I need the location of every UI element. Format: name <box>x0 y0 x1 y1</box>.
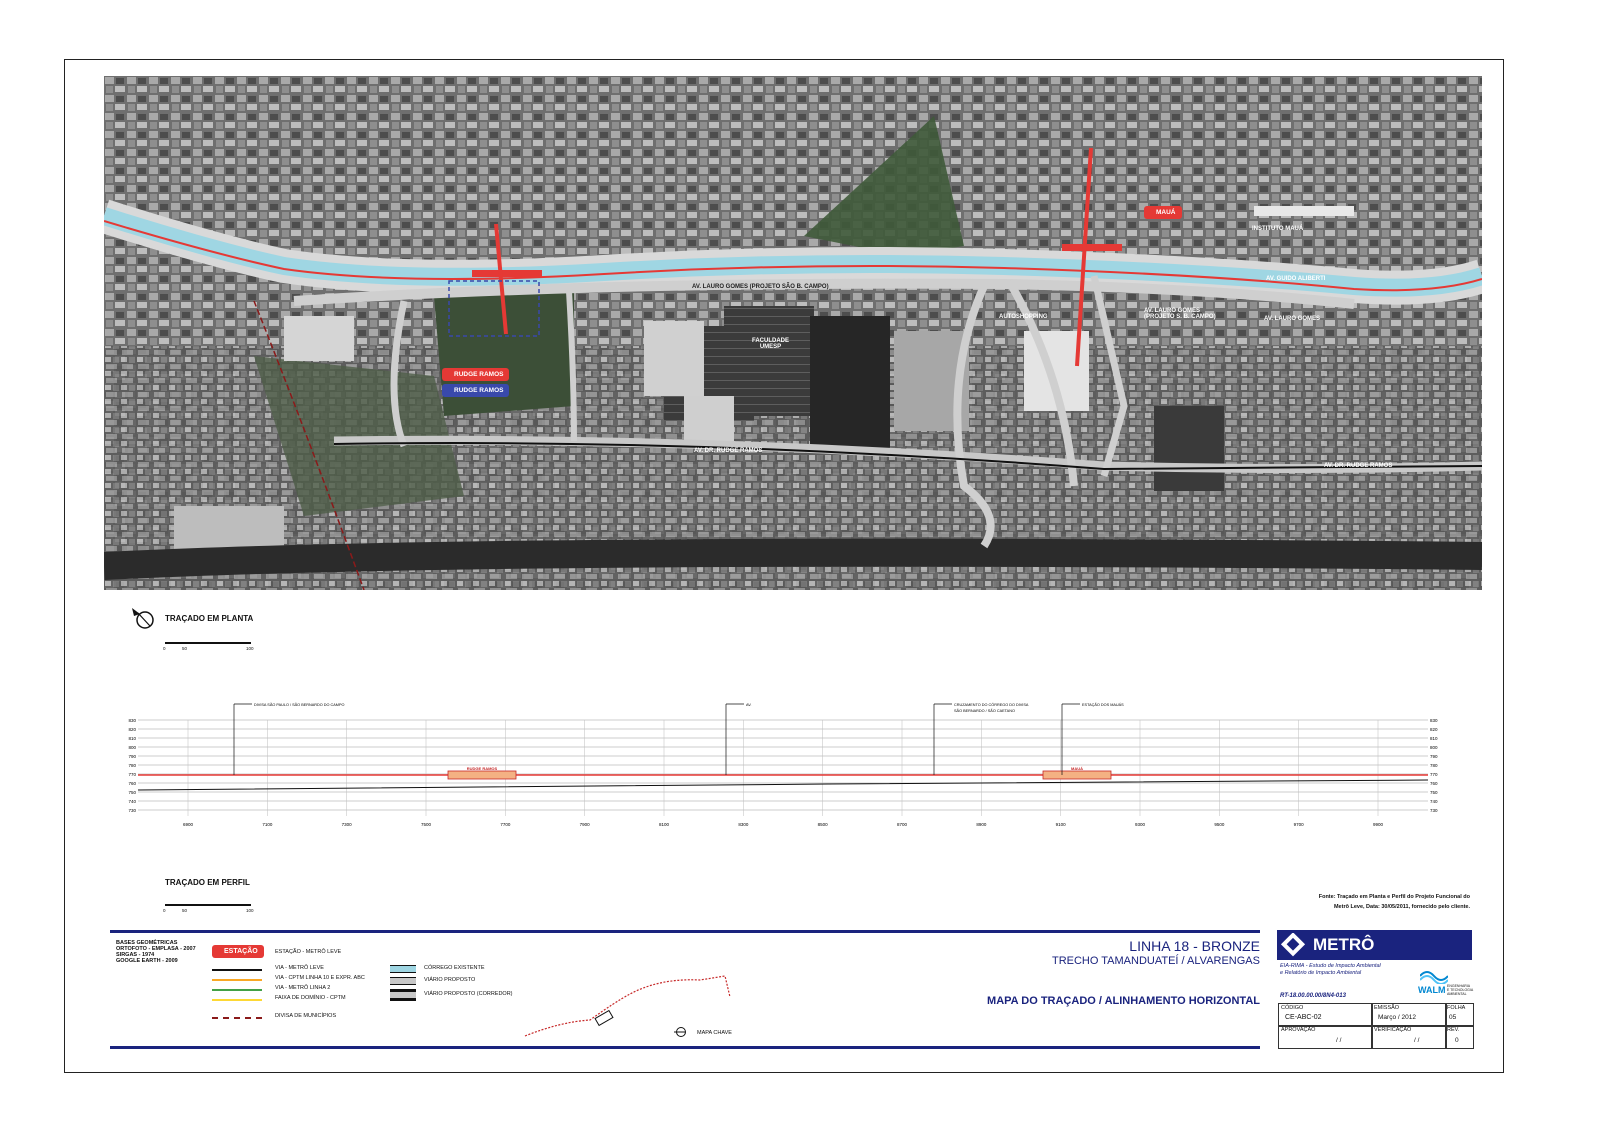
profile-y-tick-label: 760 <box>128 781 136 786</box>
title-block-rule-bottom <box>110 1046 1260 1049</box>
profile-x-tick-label: 7100 <box>262 822 273 827</box>
plan-scale-bar <box>165 642 251 644</box>
profile-y-tick-label: 750 <box>1430 790 1438 795</box>
profile-y-tick-label: 770 <box>128 772 136 777</box>
legend-swatch-metro <box>212 969 262 971</box>
profile-y-tick-label: 750 <box>128 790 136 795</box>
profile-y-tick-label: 790 <box>128 754 136 759</box>
station-platform-maua <box>1062 244 1122 251</box>
profile-x-tick-label: 8500 <box>817 822 828 827</box>
metro-logo-icon <box>1281 933 1305 957</box>
legend-swatch-faixa <box>212 999 262 1001</box>
profile-y-tick-label: 730 <box>1430 808 1438 813</box>
profile-y-tick-label: 810 <box>128 736 136 741</box>
profile-x-tick-label: 8900 <box>976 822 987 827</box>
bases-line-1: ORTOFOTO - EMPLASA - 2007 <box>116 946 196 952</box>
profile-x-tick-label: 7500 <box>420 822 432 827</box>
building-label-autoshopping: AUTOSHOPPING <box>999 314 1048 320</box>
legend-swatch-divisa <box>212 1017 262 1019</box>
profile-y-tick-label: 780 <box>128 763 136 768</box>
profile-y-tick-label: 790 <box>1430 754 1438 759</box>
bases-block <box>116 940 196 964</box>
walm-subtitle: ENGENHARIA E TECNOLOGIA AMBIENTAL <box>1447 984 1474 996</box>
source-note: Fonte: Traçado em Planta e Perfil do Projeto Funcional do Metrô Leve, Data: 30/05/2011, fornecido pelo cliente. <box>1318 894 1470 910</box>
profile-scale-tick-100: 100 <box>246 908 254 913</box>
profile-x-tick-label: 9900 <box>1372 822 1384 827</box>
profile-y-tick-label: 800 <box>128 745 136 750</box>
street-label-rudge-ramos-1: AV. DR. RUDGE RAMOS <box>694 448 763 454</box>
aprovacao-label: APROVAÇÃO <box>1281 1027 1316 1033</box>
aerial-map[interactable] <box>104 76 1482 590</box>
codigo-label: CÓDIGO <box>1281 1005 1304 1011</box>
profile-x-tick-label: 9100 <box>1055 822 1066 827</box>
profile-canvas <box>128 698 1468 838</box>
profile-annotation-label: AV. <box>746 703 752 707</box>
verificacao-value: / / <box>1414 1037 1420 1044</box>
plan-scale-tick-100: 100 <box>246 646 254 651</box>
profile-x-tick-label: 8300 <box>738 822 749 827</box>
profile-y-tick-label: 820 <box>128 727 136 732</box>
legend-swatch-cptm <box>212 979 262 981</box>
profile-x-tick-label: 7900 <box>579 822 590 827</box>
verificacao-label: VERIFICAÇÃO <box>1374 1027 1412 1033</box>
aprovacao-value: / / <box>1336 1037 1342 1044</box>
legend-swatch-viario <box>390 977 416 985</box>
aerial-map-canvas <box>104 76 1482 590</box>
profile-annotation-label: SÃO BERNARDO / SÃO CAETANO <box>954 709 1015 713</box>
plan-scale-tick-0: 0 <box>163 646 166 651</box>
legend-item-corredor: VIÁRIO PROPOSTO (CORREDOR) <box>424 991 513 997</box>
emissao-label: EMISSÃO <box>1374 1005 1400 1011</box>
folha-label: FOLHA <box>1447 1005 1466 1011</box>
legend-swatch-linha2 <box>212 989 262 991</box>
profile-y-tick-label: 820 <box>1430 727 1438 732</box>
profile-x-tick-label: 7700 <box>500 822 511 827</box>
rev-label: REV. <box>1447 1027 1460 1033</box>
plan-title: TRAÇADO EM PLANTA <box>165 614 254 623</box>
profile-x-tick-label: 6900 <box>182 822 194 827</box>
profile-y-tick-label: 770 <box>1430 772 1438 777</box>
profile-y-tick-label: 730 <box>128 808 136 813</box>
legend-item-divisa: DIVISA DE MUNICÍPIOS <box>275 1013 337 1019</box>
street-label-lauro-gomes-projeto-2: AV. LAURO GOMES (PROJETO S. B. CAMPO) <box>1144 308 1216 320</box>
profile-title: TRAÇADO EM PERFIL <box>165 878 250 887</box>
profile-scale-tick-50: 50 <box>182 908 188 913</box>
legend-item-linha2: VIA - METRÔ LINHA 2 <box>275 985 331 991</box>
north-arrow-icon <box>128 606 158 632</box>
building-label-faculdade: FACULDADE UMESP <box>752 338 789 350</box>
bases-line-3: GOOGLE EARTH - 2009 <box>116 958 178 964</box>
profile-y-tick-label: 830 <box>1430 718 1438 723</box>
doc-number: RT-18.00.00.00/8N4-013 <box>1280 993 1346 999</box>
profile-x-tick-label: 8700 <box>896 822 908 827</box>
profile-y-tick-label: 780 <box>1430 763 1438 768</box>
title-block-rule-top <box>110 930 1260 933</box>
legend-swatch-corrego <box>390 965 416 973</box>
brand-banner <box>1277 930 1472 960</box>
bases-line-0: BASES GEOMÉTRICAS <box>116 940 178 946</box>
street-label-lauro-gomes-projeto: AV. LAURO GOMES (PROJETO SÃO B. CAMPO) <box>692 284 829 290</box>
brand-name: METRÔ <box>1313 935 1375 954</box>
profile-x-tick-label: 8100 <box>658 822 670 827</box>
sheet-title: MAPA DO TRAÇADO / ALINHAMENTO HORIZONTAL <box>987 995 1260 1007</box>
profile-scale-tick-0: 0 <box>163 908 166 913</box>
plan-scale-tick-50: 50 <box>182 646 188 651</box>
profile-station-box <box>1043 771 1111 779</box>
profile-terrain-line <box>138 780 1428 790</box>
profile-annotation-label: DIVISA SÃO PAULO / SÃO BERNARDO DO CAMPO <box>254 703 345 707</box>
key-map-north-icon <box>673 1026 687 1038</box>
legend-station-text: ESTAÇÃO - METRÔ LEVE <box>275 949 342 955</box>
bus-station-pin-rudge-ramos[interactable]: RUDGE RAMOS <box>442 384 509 397</box>
building-label-instituto: INSTITUTO MAUÁ <box>1252 226 1304 232</box>
profile-annotation-label: ESTAÇÃO DOS MAUÁS <box>1082 703 1124 707</box>
profile-y-tick-label: 740 <box>128 799 136 804</box>
profile-x-tick-label: 9300 <box>1134 822 1146 827</box>
profile-y-tick-label: 760 <box>1430 781 1438 786</box>
legend-station-badge: ESTAÇÃO <box>212 945 264 958</box>
profile-station-label: MAUÁ <box>1071 766 1083 771</box>
bases-line-2: SIRGAS - 1974 <box>116 952 155 958</box>
legend-item-metro: VIA - METRÔ LEVE <box>275 965 324 971</box>
codigo-value: CE-ABC-02 <box>1285 1014 1322 1021</box>
profile-x-tick-label: 9500 <box>1214 822 1225 827</box>
station-pin-rudge-ramos[interactable]: RUDGE RAMOS <box>442 368 509 381</box>
profile-y-tick-label: 830 <box>128 718 136 723</box>
walm-logo-icon <box>1420 970 1448 984</box>
key-map-label: MAPA CHAVE <box>697 1030 732 1036</box>
legend-swatch-corredor <box>390 989 416 1001</box>
eia-text: EIA-RIMA - Estudo de Impacto Ambiental e Relatório de Impacto Ambiental <box>1280 963 1381 976</box>
street-label-lauro-gomes: AV. LAURO GOMES <box>1264 316 1321 322</box>
stretch-title: TRECHO TAMANDUATEÍ / ALVARENGAS <box>1051 955 1260 967</box>
vertical-profile[interactable] <box>128 698 1468 838</box>
walm-name: WALM <box>1418 985 1446 995</box>
profile-x-tick-label: 9700 <box>1293 822 1304 827</box>
street-label-guido-aliberti: AV. GUIDO ALIBERTI <box>1266 276 1326 282</box>
legend-item-cptm: VIA - CPTM LINHA 10 E EXPR. ABC <box>275 975 365 981</box>
profile-x-tick-label: 7300 <box>341 822 352 827</box>
line-title: LINHA 18 - BRONZE <box>1129 938 1260 954</box>
station-platform-rudge-ramos <box>472 270 542 277</box>
profile-station-box <box>448 771 516 779</box>
legend-item-viario: VIÁRIO PROPOSTO <box>424 977 476 983</box>
profile-annotation-label: CRUZAMENTO DO CÓRREGO DO DIVISA <box>954 703 1029 707</box>
profile-station-label: RUDGE RAMOS <box>466 766 498 771</box>
rev-value: 0 <box>1455 1037 1459 1044</box>
legend-item-faixa: FAIXA DE DOMÍNIO - CPTM <box>275 995 346 1001</box>
station-pin-maua[interactable]: MAUÁ <box>1144 206 1182 219</box>
profile-y-tick-label: 740 <box>1430 799 1438 804</box>
street-label-rudge-ramos-2: AV. DR. RUDGE RAMOS <box>1324 463 1393 469</box>
profile-scale-bar <box>165 904 251 906</box>
profile-y-tick-label: 800 <box>1430 745 1438 750</box>
legend-item-corrego: CÓRREGO EXISTENTE <box>424 965 485 971</box>
emissao-value: Março / 2012 <box>1378 1014 1416 1021</box>
folha-value: 05 <box>1449 1014 1457 1021</box>
profile-y-tick-label: 810 <box>1430 736 1438 741</box>
